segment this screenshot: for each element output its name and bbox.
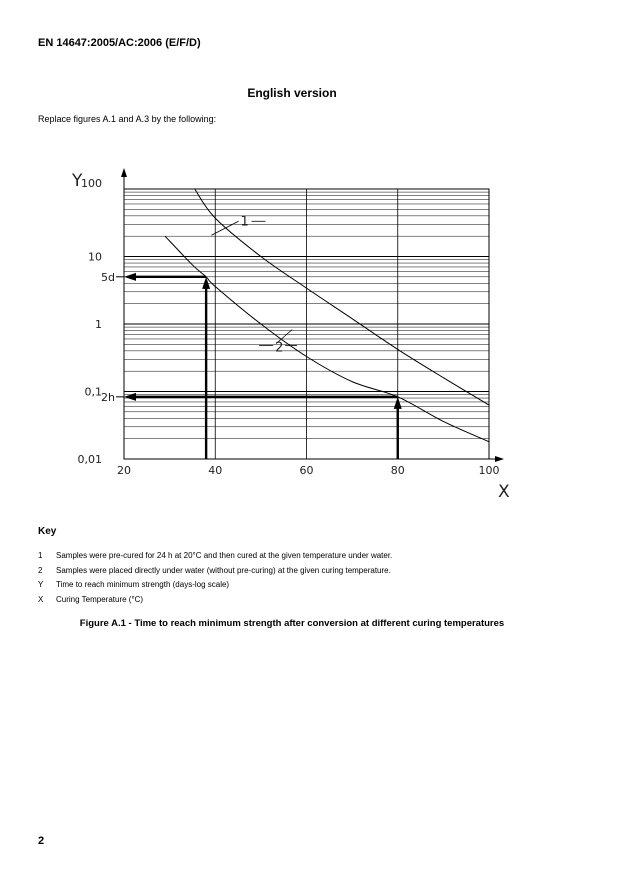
y-tick-label: 100 (81, 177, 102, 190)
key-text: Samples were pre-cured for 24 h at 20°C and then cured at the given temperature under water. (56, 550, 393, 560)
key-text: Samples were placed directly under water (without pre-curing) at the given curing temperature. (56, 565, 391, 575)
y-marker-label: 2h (101, 390, 115, 404)
key-item (38, 563, 392, 578)
annotation-arrowhead (124, 393, 136, 401)
key-symbol: 1 (38, 550, 43, 560)
key-item (38, 577, 392, 592)
y-axis-arrowhead (121, 168, 127, 177)
curve-label-1: 1 (240, 214, 249, 230)
x-tick-label: 60 (299, 464, 314, 477)
annotation-arrowhead (124, 273, 136, 281)
x-tick-label: 80 (390, 464, 405, 477)
chart-labels (71, 171, 510, 502)
page-number: 2 (38, 835, 45, 847)
section-title: English version (247, 86, 337, 100)
key-list (38, 548, 392, 607)
chart-grid (124, 189, 489, 459)
annotation-arrowhead (202, 277, 210, 289)
figure-a1-chart (60, 160, 520, 505)
y-tick-label: 0,1 (84, 385, 102, 399)
key-symbol: X (38, 594, 44, 604)
y-tick-label: 0,01 (77, 453, 102, 466)
chart-annotations (116, 273, 402, 459)
curve-series-1 (195, 189, 489, 405)
x-tick-label: 40 (208, 464, 223, 477)
key-text: Curing Temperature (°C) (56, 594, 144, 604)
chart-curves (165, 189, 489, 442)
y-tick-label: 1 (95, 318, 102, 331)
key-item (38, 592, 392, 607)
x-axis-arrowhead (495, 456, 504, 462)
chart-axes (121, 168, 504, 462)
key-symbol: 2 (38, 565, 43, 575)
figure-caption: Figure A.1 - Time to reach minimum strength after conversion at different curing temperatures (79, 618, 505, 629)
document-header: EN 14647:2005/AC:2006 (E/F/D) (38, 37, 201, 49)
curve-label-2: 2 (275, 340, 284, 356)
x-axis-symbol: X (498, 482, 510, 502)
key-text: Time to reach minimum strength (days-log scale) (56, 580, 230, 590)
y-tick-label: 10 (88, 250, 102, 264)
x-tick-label: 20 (117, 464, 131, 477)
y-marker-label: 5d (101, 270, 115, 284)
x-tick-label: 100 (478, 464, 500, 477)
key-item (38, 548, 392, 563)
intro-text: Replace figures A.1 and A.3 by the following: (38, 114, 217, 124)
key-heading: Key (38, 526, 57, 537)
key-symbol: Y (38, 580, 44, 590)
y-axis-symbol: Y (72, 171, 83, 191)
